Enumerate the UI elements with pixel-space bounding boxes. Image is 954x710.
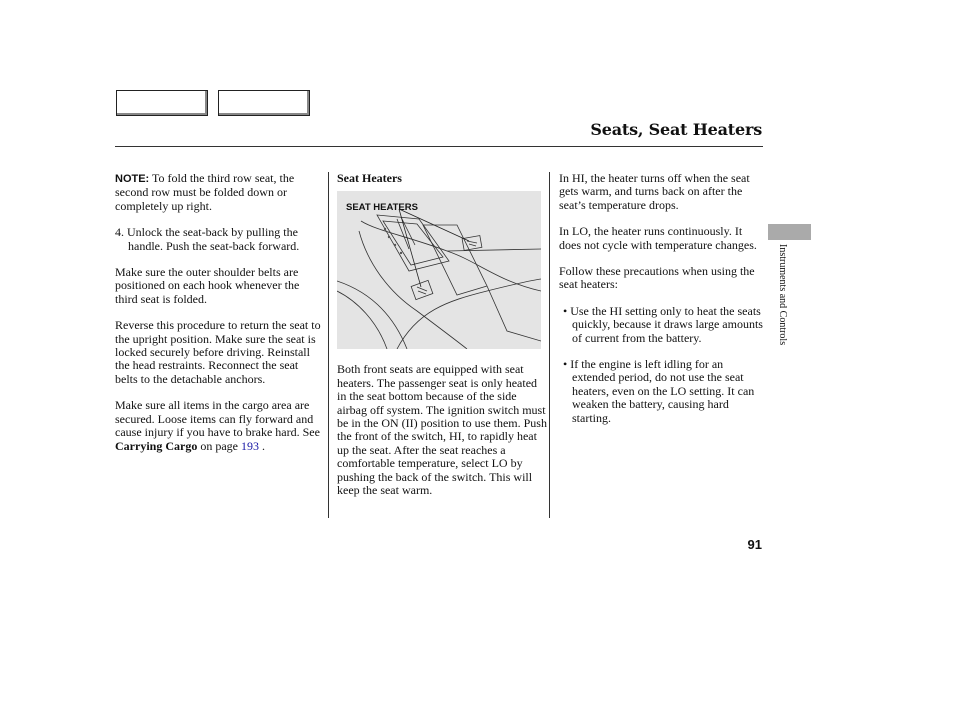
paragraph-shoulder-belts: Make sure the outer shoulder belts are positioned on each hook whenever the third seat is folded. <box>115 265 300 306</box>
section-tab-label: Instruments and Controls <box>777 244 788 346</box>
note-text: To fold the third row seat, the second row must be folded down or completely up right. <box>115 171 295 213</box>
paragraph-precautions: Follow these precautions when using the seat heaters: <box>559 264 755 292</box>
text-column-middle <box>337 172 547 510</box>
text-column-right <box>559 172 764 438</box>
section-tab <box>768 224 811 240</box>
figure-label: SEAT HEATERS <box>346 202 418 214</box>
paragraph-hi-mode: In HI, the heater turns off when the seat gets warm, and turns back on after the seat’s temperature drops. <box>559 171 750 212</box>
precaution-bullet: • If the engine is left idling for an extended period, do not use the seat heaters, even on the LO setting. It can weaken the battery, causing hard starting. <box>563 357 755 425</box>
paragraph-reverse-procedure: Reverse this procedure to return the seat to the upright position. Make sure the seat is locked securely before driving. Reinstall the head restraints. Reconnect the seat belts to the detachable anchors. <box>115 318 321 386</box>
carrying-cargo-ref: Carrying Cargo <box>115 438 198 453</box>
precaution-bullet: • Use the HI setting only to heat the seats quickly, because it draws large amounts of current from the battery. <box>563 303 763 345</box>
seat-heater-description: Both front seats are equipped with seat heaters. The passenger seat is only heated in the seat bottom because of the side airbag off system. The ignition switch must be in the ON (II) position to use them. Push the front of the switch, HI, to rapidly heat up the seat. After the seat reaches a comfortable temperature, select LO by pushing the back of the switch. This will keep the seat warm. <box>337 362 547 498</box>
on-page-text: on page <box>197 438 241 453</box>
nav-next-button[interactable] <box>218 90 310 116</box>
column-divider <box>328 172 329 518</box>
page-title: Seats, Seat Heaters <box>590 120 762 139</box>
seat-heater-illustration <box>337 191 541 349</box>
title-divider <box>115 146 763 147</box>
note-paragraph <box>115 172 323 213</box>
section-heading: Seat Heaters <box>337 171 402 185</box>
paragraph-lo-mode: In LO, the heater runs continuously. It does not cycle with temperature changes. <box>559 224 757 252</box>
nav-previous-button[interactable] <box>116 90 208 116</box>
paragraph-cargo <box>115 399 323 453</box>
step-4: 4. Unlock the seat-back by pulling the handle. Push the seat-back forward. <box>115 225 300 253</box>
column-divider <box>549 172 550 518</box>
page-number: 91 <box>747 537 762 552</box>
page-link-193[interactable]: 193 <box>240 438 259 453</box>
period-text: . <box>258 438 265 453</box>
note-label: NOTE: <box>115 173 150 185</box>
cargo-text: Make sure all items in the cargo area are secured. Loose items can fly forward and cause injury if you have to brake hard. See <box>115 398 320 440</box>
seat-heater-figure <box>337 191 541 349</box>
text-column-left <box>115 172 323 466</box>
